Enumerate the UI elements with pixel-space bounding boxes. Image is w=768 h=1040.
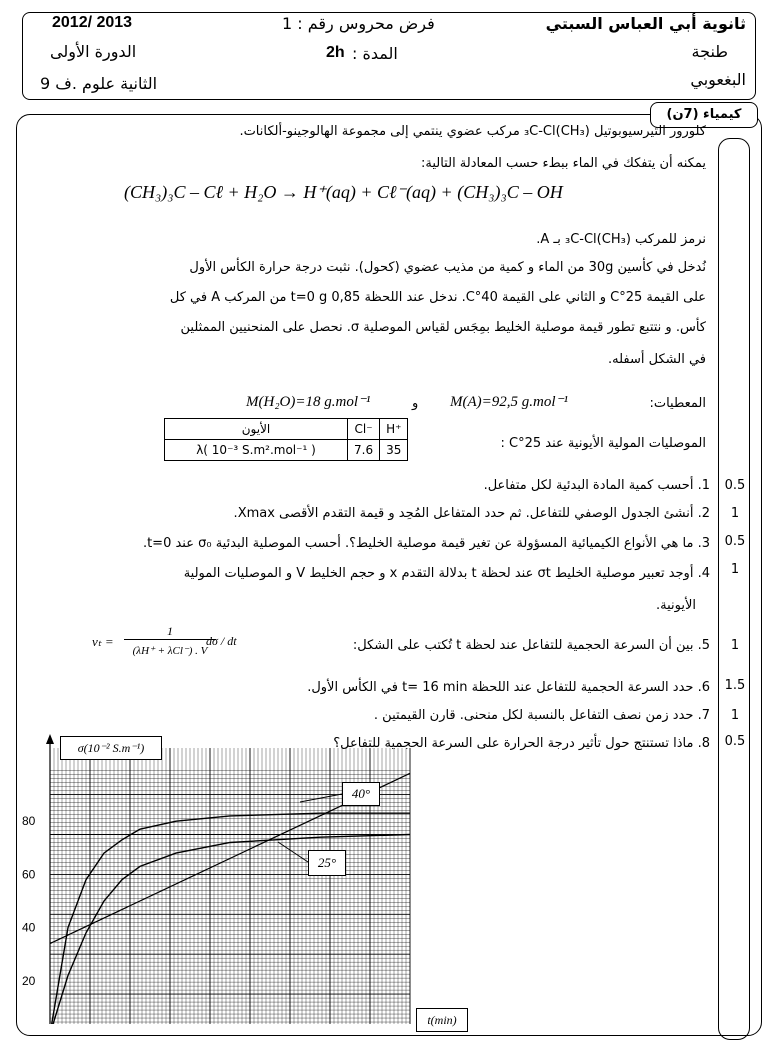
- label-pointer-40: [300, 794, 342, 802]
- conductivity-label: الموصليات المولية الأيونية عند 25°C :: [500, 436, 706, 451]
- data-label: المعطيات:: [649, 396, 706, 411]
- city: طنجة: [691, 42, 728, 61]
- question-1: 1. أحسب كمية المادة البدئية لكل متفاعل.: [483, 478, 710, 493]
- y-tick-label: 40: [22, 920, 36, 935]
- score-column: [718, 138, 750, 1040]
- label-pointer-25: [278, 842, 308, 862]
- score-5: 1: [730, 638, 740, 653]
- class-name: الثانية علوم .ف 9: [40, 74, 158, 93]
- x-axis-label: t(min): [416, 1008, 468, 1032]
- school-name: ثانوية أبي العباس السبتي: [545, 14, 746, 33]
- y-axis-arrow: [46, 734, 54, 744]
- score-3: 0.5: [724, 534, 746, 549]
- question-3: 3. ما هي الأنواع الكيميائية المسؤولة عن تغير قيمة موصلية الخليط؟. أحسب الموصلية البدئية σ₀ عند t=0.: [142, 536, 710, 551]
- teacher: البغعوبي: [690, 70, 746, 89]
- procedure-line-2: على القيمة 25°C و الثاني على القيمة 40°C. ندخل عند اللحظة t=0 g 0,85 من المركب A في كل: [169, 290, 706, 305]
- y-axis-label: σ(10⁻² S.m⁻¹): [60, 736, 162, 760]
- lambda-h-value: 35: [380, 440, 408, 461]
- section-title: كيمياء (7ن): [650, 102, 758, 128]
- duration-value: 2h: [326, 44, 345, 61]
- chart-ticks: [22, 814, 36, 988]
- score-4: 1: [730, 562, 740, 577]
- procedure-line-1: نُدخل في كأسين 30g من الماء و كمية من مذيب عضوي (كحول). نثبت درجة حرارة الكأس الأول: [189, 260, 706, 275]
- reaction-equation: (CH₃)₃C – Cℓ + H₂O → H⁺(aq) + Cℓ⁻(aq) + (CH₃)₃C – OH: [124, 182, 563, 202]
- intro-line-1: كلورور الثيرسيوبوتيل (CH₃)₃C-Cl مركب عضوي ينتمي إلى مجموعة الهالوجينو-ألكانات.: [239, 124, 706, 139]
- score-1: 0.5: [724, 478, 746, 493]
- score-7: 1: [730, 708, 740, 723]
- lambda-cl-value: 7.6: [348, 440, 380, 461]
- ion-header: الأيون: [165, 419, 348, 440]
- procedure-line-3: كأس. و نتتبع تطور قيمة موصلية الخليط بمِجَس لقياس الموصلية σ. نحصل على المنحنيين الممثلين: [180, 320, 706, 335]
- molar-mass-a: M(A)=92,5 g.mol⁻¹: [450, 394, 568, 410]
- chart-axes: [46, 734, 54, 1024]
- formula-derivative: dσ / dt: [206, 634, 237, 648]
- y-tick-label: 20: [22, 973, 36, 988]
- lambda-unit-cell: λ( 10⁻³ S.m².mol⁻¹ ): [165, 440, 348, 461]
- series-label-40: 40°: [342, 782, 380, 806]
- ion-cl-header: Cl⁻: [348, 419, 380, 440]
- y-tick-label: 80: [22, 814, 36, 829]
- procedure-line-4: في الشكل أسفله.: [608, 352, 706, 367]
- ion-conductivity-table: [164, 418, 408, 461]
- question-8: 8. ماذا تستنتج حول تأثير درجة الحرارة على السرعة الحجمية للتفاعل؟: [333, 736, 710, 751]
- session: الدورة الأولى: [50, 42, 137, 61]
- score-8: 0.5: [724, 734, 746, 749]
- score-2: 1: [730, 506, 740, 521]
- notation-line: نرمز للمركب (CH₃)₃C-Cl بـ A.: [536, 232, 706, 247]
- question-2: 2. أنشئ الجدول الوصفي للتفاعل. ثم حدد المتفاعل المُحِد و قيمة التقدم الأقصى Xmax.: [233, 506, 710, 521]
- duration-label: المدة :: [352, 44, 398, 63]
- intro-line-2: يمكنه أن يتفكك في الماء ببطء حسب المعادلة التالية:: [420, 156, 706, 171]
- school-year: 2012/ 2013: [52, 14, 133, 31]
- formula-lhs: vₜ =: [92, 634, 114, 649]
- series-label-25: 25°: [308, 850, 346, 876]
- and-word: و: [412, 396, 419, 411]
- question-4-cont: الأيونية.: [655, 598, 696, 613]
- question-7: 7. حدد زمن نصف التفاعل بالنسبة لكل منحنى. قارن القيمتين .: [373, 708, 710, 723]
- formula-denominator: (λH⁺ + λCl⁻) . V: [132, 645, 208, 657]
- y-tick-label: 60: [22, 867, 36, 882]
- exam-title: فرض محروس رقم : 1: [282, 14, 435, 33]
- molar-mass-water: M(H₂O)=18 g.mol⁻¹: [246, 394, 371, 410]
- question-4: 4. أوجد تعبير موصلية الخليط σt عند لحظة t بدلالة التقدم x و حجم الخليط V و الموصليات المولية: [183, 566, 710, 581]
- ion-h-header: H⁺: [380, 419, 408, 440]
- formula-numerator: 1: [124, 624, 216, 640]
- score-6: 1.5: [724, 678, 746, 693]
- conductivity-chart: [0, 730, 470, 1024]
- question-5: 5. بين أن السرعة الحجمية للتفاعل عند لحظة t تُكتب على الشكل:: [352, 638, 710, 653]
- question-6: 6. حدد السرعة الحجمية للتفاعل عند اللحظة t= 16 min في الكأس الأول.: [307, 680, 710, 695]
